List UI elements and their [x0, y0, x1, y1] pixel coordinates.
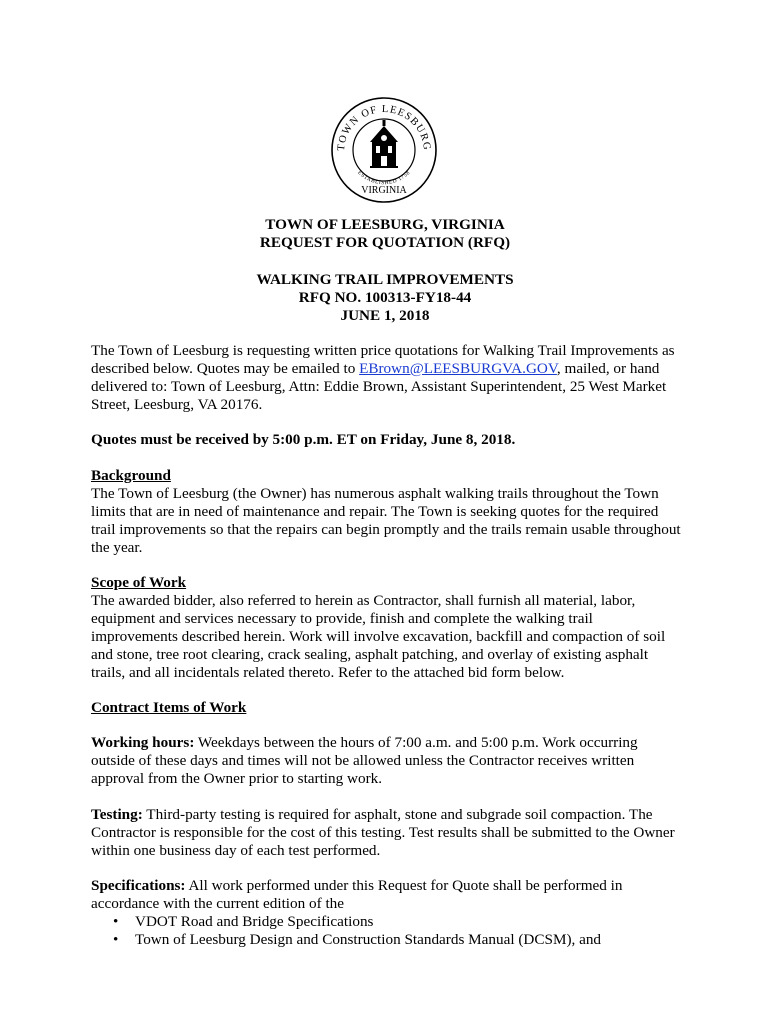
seal-established-text: ESTABLISHED 1758 — [356, 169, 412, 187]
scope-section — [91, 574, 691, 682]
working-hours-section — [91, 734, 691, 788]
seal-top-text: TOWN OF LEESBURG — [335, 103, 433, 152]
background-line: the year. — [91, 539, 143, 556]
email-link[interactable]: EBrown@LEESBURGVA.GOV — [359, 360, 557, 377]
specifications-section — [91, 877, 691, 913]
contract-items-heading: Contract Items of Work — [91, 699, 247, 716]
testing-label: Testing: — [91, 806, 143, 823]
working-hours-line: outside of these days and times will not be allowed unless the Contractor receives written — [91, 752, 635, 769]
background-line: trail improvements so that the repairs can begin promptly and the trails remain usable throughout — [91, 521, 681, 538]
working-hours-line — [91, 734, 691, 752]
seal-bottom-text: VIRGINIA — [361, 185, 407, 196]
intro-text: described below. Quotes may be emailed to — [91, 360, 360, 377]
background-heading: Background — [91, 467, 171, 484]
background-line: The Town of Leesburg (the Owner) has numerous asphalt walking trails throughout the Town — [91, 485, 659, 502]
scope-line: and stone, tree root clearing, crack sealing, asphalt patching, and overlay of existing asphalt — [91, 646, 649, 663]
rfq-date: JUNE 1, 2018 — [340, 307, 430, 324]
working-hours-line: approval from the Owner prior to starting work. — [91, 770, 383, 787]
specifications-text: All work performed under this Request for Quote shall be performed in — [185, 877, 623, 894]
testing-text: Third-party testing is required for asphalt, stone and subgrade soil compaction. The — [142, 806, 653, 823]
title-line-2: REQUEST FOR QUOTATION (RFQ) — [259, 234, 511, 251]
background-line: limits that are in need of maintenance and repair. The Town is seeking quotes for the required — [91, 503, 659, 520]
intro-line: delivered to: Town of Leesburg, Attn: Eddie Brown, Assistant Superintendent, 25 West Market — [91, 378, 667, 395]
bullet-icon: • — [113, 931, 119, 948]
testing-line — [91, 806, 691, 824]
town-seal-logo — [330, 96, 438, 204]
testing-line: Contractor is responsible for the cost of this testing. Test results shall be submitted to the Owner — [91, 824, 675, 841]
scope-line: equipment and services necessary to provide, finish and complete the walking trail — [91, 610, 593, 627]
working-hours-label: Working hours: — [91, 734, 195, 751]
scope-line: trails, and all incidentals related thereto. Refer to the attached bid form below. — [91, 664, 565, 681]
svg-text:ESTABLISHED 1758 — [356, 170, 411, 186]
deadline-notice: Quotes must be received by 5:00 p.m. ET on Friday, June 8, 2018. — [91, 431, 516, 448]
title-line-1: TOWN OF LEESBURG, VIRGINIA — [265, 216, 505, 233]
scope-heading: Scope of Work — [91, 574, 187, 591]
intro-line: Street, Leesburg, VA 20176. — [91, 396, 263, 413]
spec-bullet-text: VDOT Road and Bridge Specifications — [135, 913, 374, 930]
testing-section — [91, 806, 691, 860]
project-title: WALKING TRAIL IMPROVEMENTS — [256, 271, 514, 288]
intro-line — [91, 360, 691, 378]
testing-line: within one business day of each test performed. — [91, 842, 381, 859]
specifications-line — [91, 877, 691, 895]
spec-bullet-text: Town of Leesburg Design and Construction Standards Manual (DCSM), and — [135, 931, 602, 948]
specifications-line: accordance with the current edition of the — [91, 895, 345, 912]
intro-text: , mailed, or hand — [556, 360, 660, 377]
scope-line: improvements described herein. Work will involve excavation, backfill and compaction of soil — [91, 628, 666, 645]
background-section — [91, 467, 691, 557]
bullet-icon: • — [113, 913, 119, 930]
working-hours-text: Weekdays between the hours of 7:00 a.m. and 5:00 p.m. Work occurring — [194, 734, 638, 751]
courthouse-icon — [370, 120, 398, 168]
intro-paragraph — [91, 342, 691, 414]
intro-line: The Town of Leesburg is requesting written price quotations for Walking Trail Improvements as — [91, 342, 675, 359]
scope-line: The awarded bidder, also referred to herein as Contractor, shall furnish all material, labor, — [91, 592, 636, 609]
rfq-number: RFQ NO. 100313-FY18-44 — [298, 289, 472, 306]
specifications-label: Specifications: — [91, 877, 186, 894]
